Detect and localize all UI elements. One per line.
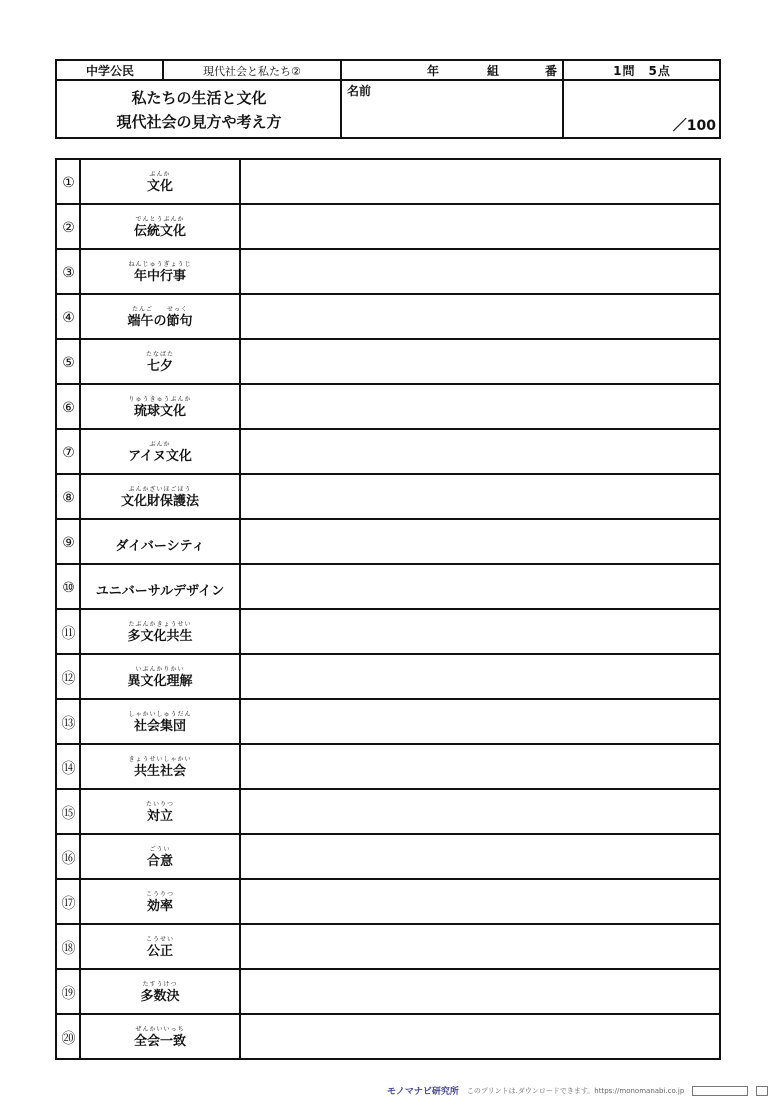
question-row <box>57 1015 719 1060</box>
term-text: 文化 <box>146 178 173 194</box>
unit-label: 現代社会と私たち② <box>203 64 301 78</box>
answer-field[interactable] <box>240 925 719 970</box>
question-number: ⑲ <box>61 985 76 1002</box>
question-row <box>57 925 719 970</box>
question-row <box>57 520 719 565</box>
question-number: ⑩ <box>62 579 75 596</box>
term-furigana: たすうけつ <box>142 980 178 988</box>
term-text: ユニバーサルデザイン <box>95 583 225 599</box>
question-table <box>55 158 721 1060</box>
header-divider <box>57 79 719 81</box>
footer-box-small <box>756 1086 768 1096</box>
question-number: ⑰ <box>61 895 76 912</box>
answer-field[interactable] <box>240 700 719 745</box>
question-number: ⑨ <box>62 534 75 551</box>
question-row <box>57 430 719 475</box>
term-furigana: ぜんかいいっち <box>135 1025 185 1033</box>
term-text: 異文化理解 <box>127 673 193 689</box>
term-text: 七夕 <box>146 358 173 374</box>
year-label: 年 <box>427 64 440 78</box>
term-furigana: いぶんかりかい <box>135 665 185 673</box>
question-row <box>57 655 719 700</box>
question-term <box>80 250 240 295</box>
question-row <box>57 295 719 340</box>
number-label: 番 <box>545 64 558 78</box>
header-divider <box>562 61 564 137</box>
term-furigana: ごうい <box>149 845 171 853</box>
question-number: ③ <box>62 264 75 281</box>
class-label: 組 <box>487 64 500 78</box>
term-furigana: ぶんか <box>149 170 171 178</box>
question-term <box>80 835 240 880</box>
answer-field[interactable] <box>240 745 719 790</box>
question-term <box>80 385 240 430</box>
title-line-2: 現代社会の見方や考え方 <box>116 112 282 131</box>
term-furigana: こうせい <box>145 935 174 943</box>
term-text: 文化財保護法 <box>120 493 199 509</box>
answer-field[interactable] <box>240 385 719 430</box>
header-divider <box>162 61 164 79</box>
question-term <box>80 790 240 835</box>
question-number: ⑯ <box>61 850 76 867</box>
question-row <box>57 250 719 295</box>
question-term <box>80 1015 240 1060</box>
year-class-number <box>341 61 563 80</box>
question-row <box>57 745 719 790</box>
answer-field[interactable] <box>240 340 719 385</box>
term-text: 合意 <box>146 853 173 869</box>
question-number: ⑦ <box>62 444 75 461</box>
answer-field[interactable] <box>240 160 719 205</box>
term-text: 公正 <box>146 943 173 959</box>
question-row <box>57 160 719 205</box>
question-term <box>80 610 240 655</box>
term-text: 多数決 <box>140 988 180 1004</box>
answer-field[interactable] <box>240 520 719 565</box>
question-term <box>80 340 240 385</box>
question-row <box>57 880 719 925</box>
question-term <box>80 295 240 340</box>
score-total: ／100 <box>672 118 716 134</box>
question-term <box>80 745 240 790</box>
question-number: ⑮ <box>61 805 76 822</box>
question-number: ⑫ <box>61 670 76 687</box>
question-term <box>80 925 240 970</box>
header-divider <box>340 61 342 137</box>
term-furigana: たぶんかきょうせい <box>128 620 192 628</box>
question-number: ⑤ <box>62 354 75 371</box>
term-text: 共生社会 <box>133 763 186 779</box>
answer-field[interactable] <box>240 295 719 340</box>
question-row <box>57 565 719 610</box>
answer-field[interactable] <box>240 880 719 925</box>
term-text: 琉球文化 <box>133 403 186 419</box>
term-text: ダイバーシティ <box>115 538 205 554</box>
term-furigana: たんご せっく <box>132 305 188 313</box>
question-term <box>80 205 240 250</box>
page-footer <box>387 1084 768 1097</box>
question-term <box>80 655 240 700</box>
answer-field[interactable] <box>240 835 719 880</box>
question-number: ⑧ <box>62 489 75 506</box>
worksheet-header <box>55 59 721 139</box>
question-row <box>57 700 719 745</box>
term-text: 全会一致 <box>133 1033 186 1049</box>
answer-field[interactable] <box>240 430 719 475</box>
footer-note: このプリントは.ダウンロードできます。https://monomanabi.co.jp <box>466 1086 685 1095</box>
question-number: ① <box>62 174 75 191</box>
brand-logo: モノマナビ研究所 <box>387 1087 459 1097</box>
term-furigana: ねんじゅうぎょうじ <box>128 260 192 268</box>
question-number: ② <box>62 219 75 236</box>
question-row <box>57 385 719 430</box>
question-term <box>80 520 240 565</box>
term-furigana: ぶんか <box>149 440 171 448</box>
answer-field[interactable] <box>240 1015 719 1060</box>
question-term <box>80 565 240 610</box>
question-term <box>80 475 240 520</box>
question-number: ⑬ <box>61 715 76 732</box>
page-title <box>57 80 341 139</box>
question-row <box>57 475 719 520</box>
term-furigana: きょうせいしゃかい <box>128 755 192 763</box>
answer-field[interactable] <box>240 655 719 700</box>
term-furigana: ぶんかざいほごほう <box>128 485 192 493</box>
term-text: 効率 <box>146 898 173 914</box>
question-number: ⑱ <box>61 940 76 957</box>
term-text: 対立 <box>146 808 173 824</box>
term-text: 年中行事 <box>133 268 186 284</box>
answer-field[interactable] <box>240 970 719 1015</box>
question-term <box>80 880 240 925</box>
term-furigana: しゃかいしゅうだん <box>128 710 192 718</box>
term-furigana: たいりつ <box>145 800 174 808</box>
question-number: ⑪ <box>61 625 76 642</box>
answer-field[interactable] <box>240 610 719 655</box>
question-number: ⑭ <box>61 760 76 777</box>
question-term <box>80 970 240 1015</box>
question-term <box>80 160 240 205</box>
answer-field[interactable] <box>240 565 719 610</box>
footer-box <box>692 1086 748 1096</box>
answer-field[interactable] <box>240 790 719 835</box>
question-term <box>80 700 240 745</box>
term-furigana: りゅうきゅうぶんか <box>128 395 192 403</box>
term-text: アイヌ文化 <box>128 448 192 464</box>
subject-label: 中学公民 <box>85 64 134 78</box>
question-row <box>57 205 719 250</box>
answer-field[interactable] <box>240 250 719 295</box>
question-row <box>57 970 719 1015</box>
term-text: 端午の節句 <box>127 313 193 329</box>
question-number: ⑳ <box>61 1030 76 1047</box>
question-row <box>57 835 719 880</box>
term-furigana: でんとうぶんか <box>135 215 185 223</box>
term-text: 伝統文化 <box>133 223 186 239</box>
question-row <box>57 610 719 655</box>
term-furigana: こうりつ <box>145 890 174 898</box>
question-number: ⑥ <box>62 399 75 416</box>
name-label: 名前 <box>347 84 372 98</box>
question-row <box>57 340 719 385</box>
term-text: 多文化共生 <box>127 628 193 644</box>
answer-field[interactable] <box>240 205 719 250</box>
term-furigana: たなばた <box>145 350 174 358</box>
question-number: ④ <box>62 309 75 326</box>
answer-field[interactable] <box>240 475 719 520</box>
title-line-1: 私たちの生活と文化 <box>131 88 267 107</box>
score-per-question: 1問 5点 <box>613 64 671 78</box>
term-text: 社会集団 <box>133 718 186 734</box>
question-term <box>80 430 240 475</box>
question-row <box>57 790 719 835</box>
